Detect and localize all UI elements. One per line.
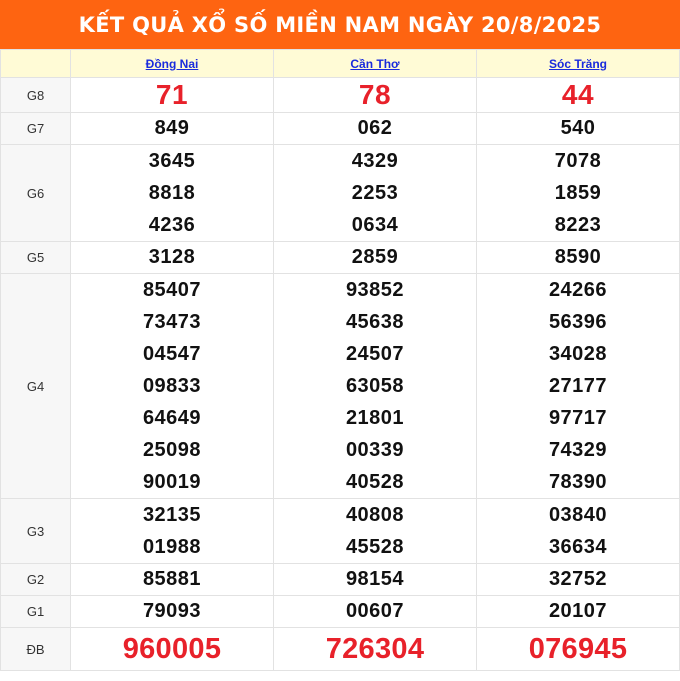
prize-number: 32752 [548, 568, 608, 590]
prize-number: 34028 [548, 343, 608, 365]
prize-number: 2253 [351, 182, 399, 204]
prize-number: 44 [561, 79, 595, 110]
prize-number: 40528 [345, 471, 405, 493]
prize-label: G8 [1, 78, 71, 113]
prize-row-g6 [1, 145, 680, 242]
prize-label: G5 [1, 242, 71, 274]
prize-cell [274, 564, 477, 596]
prize-number: 79093 [142, 600, 202, 622]
prize-row-g3 [1, 499, 680, 564]
prize-number: 64649 [142, 407, 202, 429]
prize-label: G7 [1, 113, 71, 145]
prize-number: 24266 [548, 279, 608, 301]
prize-label: G4 [1, 274, 71, 499]
prize-row-g2 [1, 564, 680, 596]
prize-cell [274, 78, 477, 113]
prize-cell [71, 78, 274, 113]
results-table [0, 49, 680, 671]
prize-number: 00607 [345, 600, 405, 622]
prize-number: 24507 [345, 343, 405, 365]
prize-number: 20107 [548, 600, 608, 622]
prize-number: 27177 [548, 375, 608, 397]
prize-number: 7078 [554, 150, 602, 172]
page-title: KẾT QUẢ XỔ SỐ MIỀN NAM NGÀY 20/8/2025 [0, 0, 680, 49]
prize-cell [71, 596, 274, 628]
prize-label: G1 [1, 596, 71, 628]
prize-number: 71 [155, 79, 189, 110]
prize-number: 0634 [351, 214, 399, 236]
prize-number: 56396 [548, 311, 608, 333]
prize-cell [477, 145, 680, 242]
prize-number: 85881 [142, 568, 202, 590]
prize-number: 1859 [554, 182, 602, 204]
prize-cell [477, 78, 680, 113]
province-header-row [1, 50, 680, 78]
prize-label: G3 [1, 499, 71, 564]
prize-number: 25098 [142, 439, 202, 461]
prize-cell [71, 113, 274, 145]
prize-cell [71, 274, 274, 499]
prize-cell [274, 596, 477, 628]
prize-cell [477, 274, 680, 499]
prize-number: 93852 [345, 279, 405, 301]
prize-number: 73473 [142, 311, 202, 333]
prize-cell [71, 499, 274, 564]
prize-number: 8590 [554, 246, 602, 268]
prize-cell [71, 628, 274, 671]
prize-cell [71, 242, 274, 274]
prize-number: 63058 [345, 375, 405, 397]
province-link-dong-nai[interactable]: Đồng Nai [145, 56, 199, 71]
prize-cell [274, 145, 477, 242]
prize-number: 74329 [548, 439, 608, 461]
prize-number: 85407 [142, 279, 202, 301]
prize-number: 00339 [345, 439, 405, 461]
prize-row-db [1, 628, 680, 671]
prize-cell [274, 499, 477, 564]
prize-number: 45638 [345, 311, 405, 333]
prize-number: 076945 [528, 633, 628, 665]
prize-number: 36634 [548, 536, 608, 558]
province-link-can-tho[interactable]: Cần Thơ [350, 56, 400, 71]
prize-number: 8223 [554, 214, 602, 236]
prize-number: 78390 [548, 471, 608, 493]
province-header [274, 50, 477, 78]
province-link-soc-trang[interactable]: Sóc Trăng [548, 56, 607, 71]
province-header [477, 50, 680, 78]
prize-number: 4236 [148, 214, 196, 236]
prize-cell [477, 564, 680, 596]
prize-cell [477, 596, 680, 628]
prize-number: 32135 [142, 504, 202, 526]
prize-row-g1 [1, 596, 680, 628]
header-corner-cell [1, 50, 71, 78]
prize-number: 3645 [148, 150, 196, 172]
prize-number: 540 [560, 117, 596, 139]
prize-label: G2 [1, 564, 71, 596]
prize-number: 849 [154, 117, 190, 139]
prize-number: 45528 [345, 536, 405, 558]
prize-cell [71, 564, 274, 596]
prize-number: 3128 [148, 246, 196, 268]
prize-label: ĐB [1, 628, 71, 671]
prize-row-g5 [1, 242, 680, 274]
prize-number: 98154 [345, 568, 405, 590]
prize-number: 726304 [325, 633, 425, 665]
prize-number: 03840 [548, 504, 608, 526]
prize-label: G6 [1, 145, 71, 242]
prize-number: 04547 [142, 343, 202, 365]
prize-number: 78 [358, 79, 392, 110]
prize-cell [477, 499, 680, 564]
province-header [71, 50, 274, 78]
prize-row-g7 [1, 113, 680, 145]
prize-number: 960005 [122, 633, 222, 665]
prize-number: 90019 [142, 471, 202, 493]
prize-cell [477, 628, 680, 671]
prize-cell [274, 628, 477, 671]
prize-cell [71, 145, 274, 242]
prize-number: 40808 [345, 504, 405, 526]
prize-cell [274, 242, 477, 274]
prize-row-g4 [1, 274, 680, 499]
prize-cell [477, 113, 680, 145]
prize-number: 062 [357, 117, 393, 139]
prize-number: 01988 [142, 536, 202, 558]
prize-cell [477, 242, 680, 274]
prize-number: 2859 [351, 246, 399, 268]
prize-cell [274, 274, 477, 499]
prize-row-g8 [1, 78, 680, 113]
prize-number: 21801 [345, 407, 405, 429]
prize-number: 09833 [142, 375, 202, 397]
prize-number: 8818 [148, 182, 196, 204]
prize-number: 4329 [351, 150, 399, 172]
prize-cell [274, 113, 477, 145]
prize-number: 97717 [548, 407, 608, 429]
